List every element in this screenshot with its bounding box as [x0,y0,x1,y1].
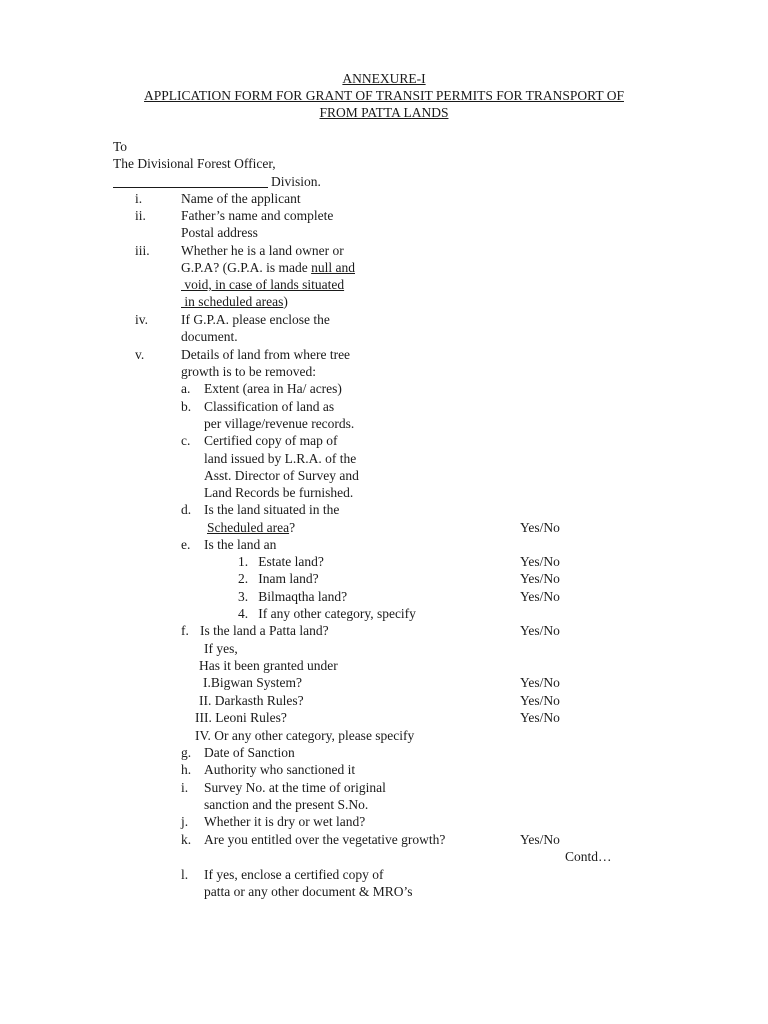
sub-e-1: 1. Estate land? [238,554,324,569]
address-division: Division. [271,174,321,189]
item-iii-line4-paren: ) [283,294,288,309]
item-iii-line2-underlined: null and [311,260,355,275]
sub-c-line2: land issued by L.R.A. of the [204,451,357,466]
item-iv-line1: If G.P.A. please enclose the [181,312,330,327]
sub-e-3: 3. Bilmaqtha land? [238,589,348,604]
form-title-line1: APPLICATION FORM FOR GRANT OF TRANSIT PERMITS FOR TRANSPORT OF [144,88,624,103]
answer-f2: Yes/No [520,693,560,708]
item-iii-line3: void, in case of lands situated [181,277,345,292]
item-v-number: v. [135,347,145,362]
sub-f-granted: Has it been granted under [199,658,338,673]
item-i-number: i. [135,191,143,206]
sub-b-letter: b. [181,399,192,414]
item-iii-line1: Whether he is a land owner or [181,243,344,258]
division-blank-line [113,187,268,188]
answer-e3: Yes/No [520,589,560,604]
sub-h-letter: h. [181,762,192,777]
sub-c-line4: Land Records be furnished. [204,485,354,500]
item-iii-line2 [181,259,355,276]
sub-e-text: Is the land an [204,537,277,552]
item-iii-number: iii. [135,243,150,258]
sub-f-4: IV. Or any other category, please specify [195,728,415,743]
annexure-heading: ANNEXURE-I [342,71,426,86]
sub-d-line2 [207,519,295,536]
item-ii-line2: Postal address [181,225,258,240]
answer-f1: Yes/No [520,675,560,690]
answer-k: Yes/No [520,832,560,847]
sub-g-letter: g. [181,745,192,760]
sub-k-text: Are you entitled over the vegetative growth? [204,832,446,847]
sub-j-text: Whether it is dry or wet land? [204,814,366,829]
address-officer: The Divisional Forest Officer, [113,156,276,171]
sub-c-line1: Certified copy of map of [204,433,338,448]
sub-a-letter: a. [181,381,191,396]
sub-g-text: Date of Sanction [204,745,295,760]
sub-h-text: Authority who sanctioned it [204,762,356,777]
item-i-text: Name of the applicant [181,191,301,206]
sub-l-letter: l. [181,867,189,882]
item-iv-number: iv. [135,312,148,327]
sub-b-line2: per village/revenue records. [204,416,355,431]
item-iv-line2: document. [181,329,238,344]
answer-d: Yes/No [520,520,560,535]
scheduled-area-underlined: Scheduled area [207,520,290,535]
address-to: To [113,139,128,154]
item-v-line1: Details of land from where tree [181,347,351,362]
sub-i-line1: Survey No. at the time of original [204,780,386,795]
sub-d-letter: d. [181,502,192,517]
answer-e2: Yes/No [520,571,560,586]
sub-c-letter: c. [181,433,191,448]
sub-j-letter: j. [181,814,189,829]
sub-e-4: 4. If any other category, specify [238,606,416,621]
continued-note: Contd… [565,849,612,864]
sub-d-line1: Is the land situated in the [204,502,340,517]
item-ii-number: ii. [135,208,146,223]
item-iii-line2-text: G.P.A? (G.P.A. is made [181,260,312,275]
form-title-line2: FROM PATTA LANDS [319,105,449,120]
sub-e-2: 2. Inam land? [238,571,319,586]
sub-d-question-mark: ? [289,520,296,535]
sub-a-text: Extent (area in Ha/ acres) [204,381,342,396]
sub-k-letter: k. [181,832,192,847]
answer-e1: Yes/No [520,554,560,569]
sub-l-line1: If yes, enclose a certified copy of [204,867,384,882]
sub-i-letter: i. [181,780,189,795]
sub-f-2: II. Darkasth Rules? [199,693,304,708]
sub-i-line2: sanction and the present S.No. [204,797,369,812]
sub-l-line2: patta or any other document & MRO’s [204,884,413,899]
sub-f-text: Is the land a Patta land? [200,623,329,638]
item-iii-line4-underlined: in scheduled areas [181,294,284,309]
answer-f: Yes/No [520,623,560,638]
answer-f3: Yes/No [520,710,560,725]
sub-b-line1: Classification of land as [204,399,335,414]
sub-f-1: I.Bigwan System? [203,675,302,690]
sub-e-letter: e. [181,537,191,552]
item-ii-line1: Father’s name and complete [181,208,334,223]
sub-f-3: III. Leoni Rules? [195,710,287,725]
sub-f-if-yes: If yes, [204,641,238,656]
item-iii-line4 [181,293,288,310]
sub-c-line3: Asst. Director of Survey and [204,468,359,483]
item-v-line2: growth is to be removed: [181,364,316,379]
sub-f-letter: f. [181,623,189,638]
